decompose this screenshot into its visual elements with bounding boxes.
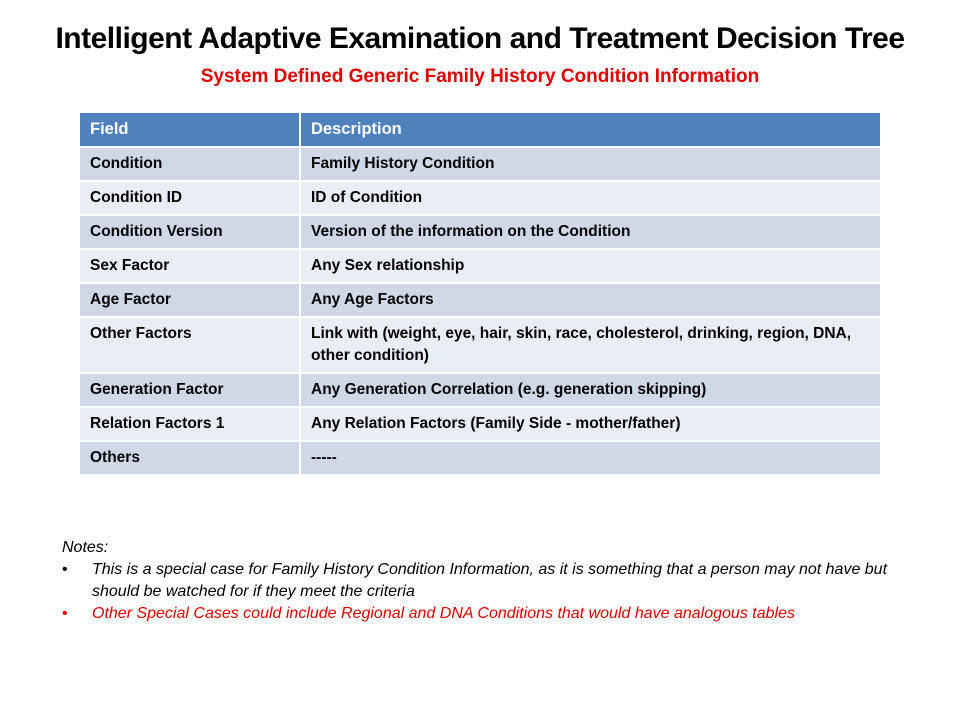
field-cell: Age Factor: [80, 283, 300, 317]
table-row: [80, 373, 880, 407]
table-row: [80, 147, 880, 181]
note-item: [62, 559, 922, 603]
description-cell: Any Sex relationship: [300, 249, 880, 283]
table-row: [80, 441, 880, 474]
description-cell: Any Age Factors: [300, 283, 880, 317]
description-cell: Link with (weight, eye, hair, skin, race, cholesterol, drinking, region, DNA, other condition): [300, 317, 880, 373]
field-cell: Relation Factors 1: [80, 407, 300, 441]
description-cell: Family History Condition: [300, 147, 880, 181]
table-row: [80, 317, 880, 373]
field-cell: Condition Version: [80, 215, 300, 249]
field-cell: Other Factors: [80, 317, 300, 373]
bullet-icon: •: [62, 561, 68, 578]
page-subtitle: System Defined Generic Family History Condition Information: [200, 66, 760, 87]
description-cell: ID of Condition: [300, 181, 880, 215]
field-cell: Sex Factor: [80, 249, 300, 283]
field-description-table: [80, 113, 880, 474]
description-cell: -----: [300, 441, 880, 474]
field-cell: Condition: [80, 147, 300, 181]
table-row: [80, 283, 880, 317]
note-text: This is a special case for Family History Condition Information, as it is something that a person may not have but should be watched for if they meet the criteria: [92, 561, 888, 600]
field-cell: Generation Factor: [80, 373, 300, 407]
table-row: [80, 181, 880, 215]
note-text: Other Special Cases could include Regional and DNA Conditions that would have analogous tables: [92, 605, 795, 622]
column-header-description: Description: [300, 113, 880, 147]
note-item: [62, 603, 922, 625]
page-title: Intelligent Adaptive Examination and Treatment Decision Tree: [55, 22, 905, 55]
description-cell: Version of the information on the Condition: [300, 215, 880, 249]
description-cell: Any Generation Correlation (e.g. generation skipping): [300, 373, 880, 407]
notes-heading: Notes:: [62, 539, 109, 556]
notes-section: [62, 537, 922, 625]
table-row: [80, 249, 880, 283]
description-cell: Any Relation Factors (Family Side - mother/father): [300, 407, 880, 441]
notes-list: [62, 559, 922, 625]
column-header-field: Field: [80, 113, 300, 147]
table-row: [80, 407, 880, 441]
bullet-icon: •: [62, 605, 68, 622]
field-cell: Condition ID: [80, 181, 300, 215]
table-row: [80, 215, 880, 249]
table-header-row: [80, 113, 880, 147]
field-cell: Others: [80, 441, 300, 474]
